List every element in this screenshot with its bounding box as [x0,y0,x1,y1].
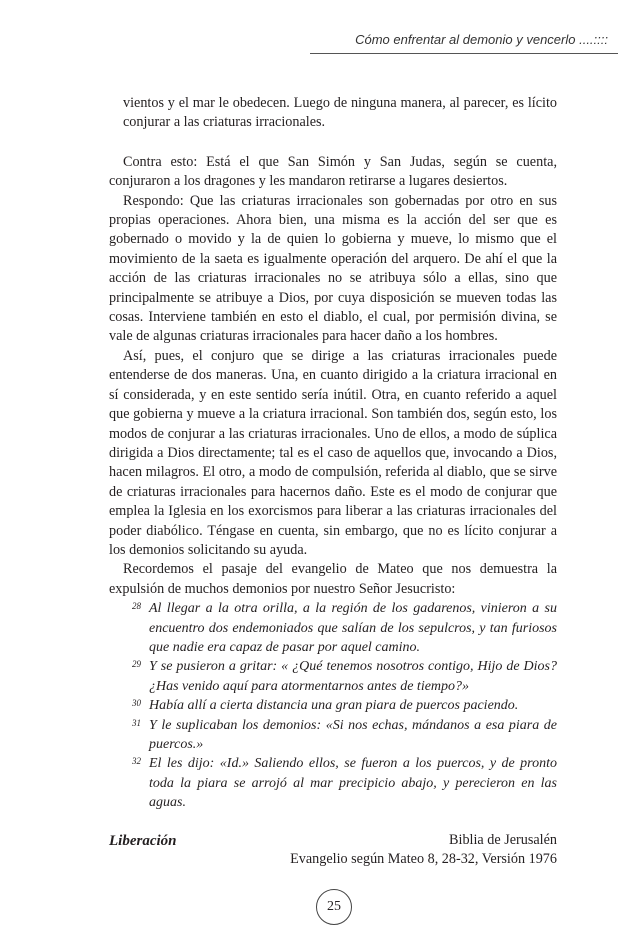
page-body [109,94,557,869]
verse-28 [109,599,557,657]
respondo-paragraph: Respondo: Que las criaturas irracionales son gobernadas por otro en sus propias operaciones. Ahora bien, una misma es la acción del ser que es gobernado o movido y la de quien lo gobierna y mueve, lo mismo que el movimiento de la saeta es igualmente operación del arquero. De ahí el que la acción de las criaturas irracionales no se atribuya sólo a ellas, sino que principalmente se atribuye a Dios, por cuya disposición se mueven todas las cosas. Interviene también en esto el diablo, el cual, por permisión divina, se vale de algunas criaturas irracionales para hacer daño a los hombres. [109,192,557,345]
verse-number: 32 [132,756,141,767]
verse-30 [109,696,557,715]
running-header: Cómo enfrentar al demonio y vencerlo ....:::: [355,32,608,47]
paragraph-gap [109,133,557,153]
section-label: Liberación [109,833,177,849]
verse-text: El les dijo: «Id.» Saliendo ellos, se fueron a los puercos, y de pronto toda la piara se arrojó al mar precipicio abajo, y perecieron en las aguas. [149,756,557,811]
verse-31 [109,716,557,755]
verse-32 [109,754,557,812]
verse-text: Al llegar a la otra orilla, a la región de los gadarenos, vinieron a su encuentro dos endemoniados que salían de los sepulcros, y tan furiosos que nadie era capaz de pasar por aquel camino. [149,601,557,655]
verse-number: 31 [132,717,141,728]
intro-paragraph: vientos y el mar le obedecen. Luego de ninguna manera, al parecer, es lícito conjurar a las criaturas irracionales. [123,95,557,131]
verse-number: 30 [132,698,141,709]
verse-text: Y le suplicaban los demonios: «Si nos echas, mándanos a esa piara de puercos.» [149,717,557,752]
recordemos-paragraph: Recordemos el pasaje del evangelio de Mateo que nos demuestra la expulsión de muchos demonios por nuestro Señor Jesucristo: [109,561,557,597]
contra-paragraph: Contra esto: Está el que San Simón y San Judas, según se cuenta, conjuraron a los dragones y les mandaron retirarse a lugares desiertos. [109,153,557,190]
source-reference: Evangelio según Mateo 8, 28-32, Versión 1976 [290,851,557,868]
asi-pues-paragraph: Así, pues, el conjuro que se dirige a las criaturas irracionales puede entenderse de dos maneras. Una, en cuanto dirigido a la criatura irracional en sí considerada, y en este sentido sería inútil. Otra, en cuanto referido a aquel que gobierna y mueve a la criatura irracional. Son también dos, según esto, los modos de conjurar a las criaturas irracionales. Uno de ellos, a modo de súplica dirigida a Dios directamente; tal es el caso de aquellos que, invocando a Dios, hacen milagros. El otro, a modo de compulsión, referida al diablo, que se sirve de criaturas irracionales para hacernos daño. Este es el modo de conjurar que emplea la Iglesia en los exorcismos para liberar a las criaturas irracionales del poder diabólico. Téngase en cuenta, sin embargo, que no es lícito conjurar a los demonios solicitando su ayuda. [109,347,557,558]
verse-number: 29 [132,659,141,670]
verse-text: Había allí a cierta distancia una gran piara de puercos paciendo. [149,698,519,714]
header-rule [310,53,618,54]
verse-text: Y se pusieron a gritar: « ¿Qué tenemos nosotros contigo, Hijo de Dios? ¿Has venido aquí para atormentarnos antes de tiempo?» [149,659,557,694]
source-book: Biblia de Jerusalén [449,831,557,848]
verse-number: 28 [132,601,141,612]
verse-29 [109,657,557,696]
page-number: 25 [316,889,352,925]
